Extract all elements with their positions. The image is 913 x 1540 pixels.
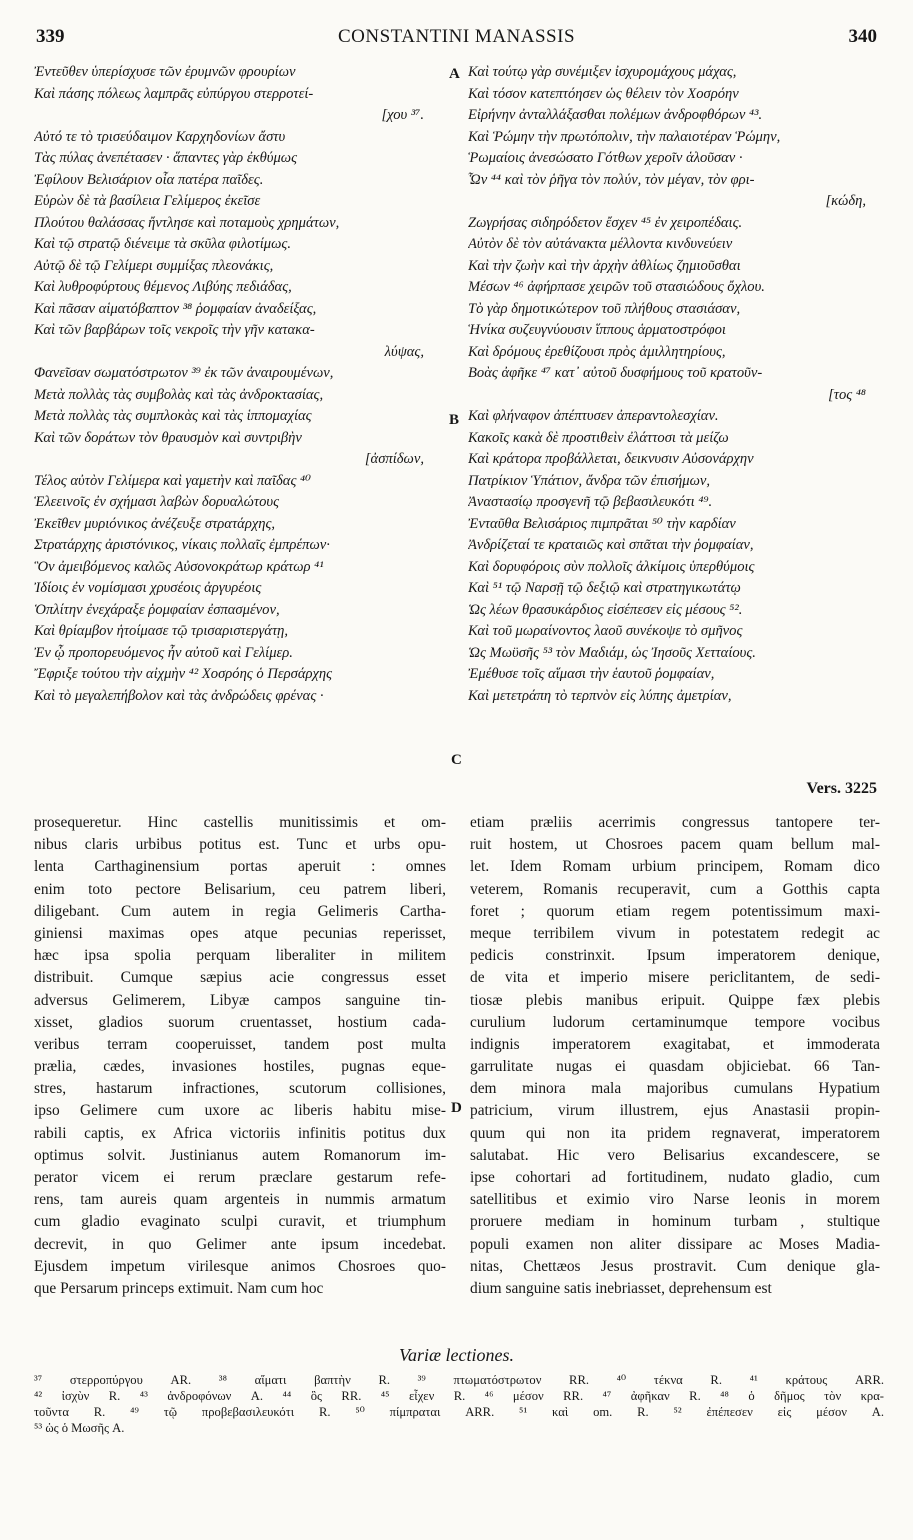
latin-text-line: indignis imperatorem exagitabat, et immoderata	[470, 1035, 880, 1053]
greek-verse-line: Ἀνδρίζεταί τε κραταιῶς καὶ σπᾶται τὴν ῥομφαίαν,	[468, 537, 754, 553]
greek-verse-line: Ῥωμαίοις ἀνεσώσατο Γότθων χεροῖν ἁλοῦσαν ·	[468, 150, 743, 166]
margin-marker-c: C	[451, 752, 462, 768]
latin-text-line: quum qui non ita pridem regnaverat, imperatorem	[470, 1124, 880, 1142]
greek-verse-line: Βοὰς ἀφῆκε ⁴⁷ κατ᾽ αὐτοῦ δυσφήμους τοῦ κρατοῦν-	[468, 365, 763, 381]
latin-text-line: cum gladio evaginato sculpi curavit, et triumphum	[34, 1213, 446, 1231]
latin-text-line: proruere mediam in hominum turbam , stultique	[470, 1213, 880, 1231]
greek-verse-line: Καὶ Ῥώμην τὴν πρωτόπολιν, τὴν παλαιοτέραν Ῥώμην,	[468, 128, 781, 145]
latin-text-line: ipso Gelimere cum uxore ac liberis habitu mise-	[34, 1102, 446, 1120]
greek-verse-line: [τος ⁴⁸	[828, 386, 866, 403]
latin-text-line: veterem, Romanis recuperavit, cum a Gotthis capta	[470, 880, 880, 898]
latin-text-line: de vita et imperio misere periclitantem, de sedi-	[470, 969, 880, 987]
latin-text-line: nibus claris urbibus potitus est. Tunc et urbs opu-	[34, 836, 446, 854]
greek-verse-line: Ἑλεεινοῖς ἐν σχήμασι λαβὼν δορυαλώτους	[34, 494, 280, 510]
greek-verse-line: Καὶ πάσης πόλεως λαμπρᾶς εὐπύργου στερροτεί-	[34, 85, 314, 102]
greek-verse-line: Καὶ τῶν δοράτων τὸν θραυσμὸν καὶ συντριβὴν	[34, 429, 302, 446]
margin-marker-a: A	[449, 66, 460, 82]
latin-text-line: rens, tam aureis quam argenteis in nummis armatum	[34, 1191, 446, 1209]
greek-verse-line: Καὶ ⁵¹ τῷ Ναρσῇ τῷ δεξιῷ καὶ στρατηγικωτάτῳ	[468, 580, 741, 596]
latin-text-line: tiosæ plebis manibus eripuit. Quippe fæx plebis	[470, 991, 880, 1009]
variant-note-line: ⁴² ἰσχὺν R. ⁴³ ἀνδροφόνων A. ⁴⁴ ὃς RR. ⁴⁵ εἶχεν R. ⁴⁶ μέσον RR. ⁴⁷ ἀφῆκαν R. ⁴⁸ ὁ δῆμος τὸν κρα-	[34, 1389, 884, 1403]
greek-verse-line: Ἐνταῦθα Βελισάριος πιμπρᾶται ⁵⁰ τὴν καρδίαν	[468, 515, 736, 532]
latin-text-line: satellitibus et eximio viro Narse leonis in morem	[470, 1191, 880, 1209]
greek-verse-line: Καὶ λυθροφύρτους θέμενος Λιβύης πεδιάδας,	[34, 279, 292, 295]
greek-verse-line: [ἀσπίδων,	[364, 451, 424, 467]
latin-text-line: pedicis constrinxit. Ipsum imperatorem denique,	[470, 947, 880, 965]
apparatus-notes	[34, 1372, 884, 1436]
greek-verse-line: Καὶ τὸ μεγαλεπήβολον καὶ τὰς ἀνδρώδεις φρένας ·	[34, 687, 324, 704]
margin-marker-b: B	[449, 412, 460, 428]
greek-verse-line: Τὸ γὰρ δημοτικώτερον τοῦ πλήθους στασιάσαν,	[468, 300, 741, 317]
greek-verse-line: Μετὰ πολλὰς τὰς συμπλοκὰς καὶ τὰς ἱππομαχίας	[34, 408, 312, 424]
latin-text-line: rabili captis, ex Africa victoriis infinitis potitus dux	[34, 1124, 446, 1142]
greek-verse-line: Καὶ δρόμους ἐρεθίζουσι πρὸς ἁμιλλητηρίους,	[468, 343, 726, 360]
latin-translation-right-column	[470, 812, 880, 1300]
greek-verse-line: Ἐμέθυσε τοῖς αἵμασι τὴν ἑαυτοῦ ῥομφαίαν,	[468, 666, 715, 682]
greek-verse-line: Μέσων ⁴⁶ ἀφήρπασε χειρῶν τοῦ στασιώδους ὄχλου.	[468, 279, 765, 295]
greek-verse-line: Καὶ τὴν ζωὴν καὶ τὴν ἀρχὴν ἀθλίως ζημιοῦσθαι	[468, 257, 741, 274]
greek-verse-line: Μετὰ πολλὰς τὰς συμβολὰς καὶ τὰς ἀνδροκτασίας,	[34, 386, 324, 403]
greek-verse-line: Καὶ τούτῳ γὰρ συνέμιξεν ἰσχυρομάχους μάχας,	[468, 64, 737, 80]
page-number-left: 339	[36, 26, 65, 47]
greek-verse-line: Καὶ τῶν βαρβάρων τοῖς νεκροῖς τὴν γῆν κατακα-	[34, 322, 315, 338]
latin-text-line: populi examen non aliter dissipare ac Moses Madia-	[470, 1235, 880, 1253]
latin-text-line: diligebant. Cum autem in regia Gelimeris Cartha-	[34, 902, 446, 920]
greek-verse-line: [χου ³⁷.	[381, 107, 424, 123]
greek-verse-line: Ἀναστασίῳ προσγενῆ τῷ βεβασιλευκότι ⁴⁹.	[468, 494, 713, 510]
latin-text-line: optimus solvit. Justinianus autem Romanorum im-	[34, 1146, 446, 1164]
running-title: CONSTANTINI MANASSIS	[337, 26, 576, 47]
latin-text-line: dem minora mala majoribus cumulans Hypatium	[470, 1080, 880, 1098]
greek-verse-line: Ὡς Μωϋσῆς ⁵³ τὸν Μαδιάμ, ὡς Ἰησοῦς Χετταίους.	[468, 644, 756, 661]
greek-verse-line: Καὶ πᾶσαν αἱματόβαπτον ³⁸ ῥομφαίαν ἀναδείξας,	[34, 300, 317, 317]
greek-verse-line: Τέλος αὐτὸν Γελίμερα καὶ γαμετὴν καὶ παῖδας ⁴⁰	[34, 472, 311, 489]
variant-note-line: ⁵³ ὡς ὁ Μωσῆς A.	[34, 1421, 125, 1435]
latin-text-line: giniensi maximas opes atque pecunias reperisset,	[34, 924, 446, 942]
page-number-right: 340	[848, 26, 877, 47]
greek-verse-left-column	[34, 62, 444, 707]
verse-count-label: Vers. 3225	[806, 780, 877, 797]
latin-text-line: garrulitate nugas ei quasdam objiciebat. 66 Tan-	[470, 1058, 880, 1076]
latin-text-line: salutabat. Hic vero Belisarius excandescere, se	[470, 1146, 880, 1164]
greek-verse-line: Ὧν ⁴⁴ καὶ τὸν ῥῆγα τὸν πολύν, τὸν μέγαν, τὸν φρι-	[468, 171, 755, 188]
latin-text-line: ipse cohortari ad fortitudinem, nudato gladio, cum	[470, 1169, 880, 1186]
greek-verse-line: Καὶ τῷ στρατῷ διένειμε τὰ σκῦλα φιλοτίμως.	[34, 236, 291, 252]
latin-text-line: perator vicem ei rerum præclare gestarum refe-	[34, 1169, 446, 1186]
greek-verse-line: Ὃν ἀμειβόμενος καλῶς Αὐσονοκράτωρ κράτωρ ⁴¹	[34, 558, 324, 575]
latin-text-line: Ejusdem impetum virilesque animos Chosroes quo-	[34, 1257, 446, 1275]
greek-verse-line: Αὐτῷ δὲ τῷ Γελίμερι συμμίξας πλεονάκις,	[34, 257, 274, 274]
greek-verse-line: Ἔφριξε τούτου τὴν αἰχμὴν ⁴² Χοσρόης ὁ Περσάρχης	[34, 666, 333, 682]
greek-verse-line: λύψας,	[384, 343, 424, 360]
latin-text-line: que Persarum princeps extimuit. Nam cum hoc	[34, 1279, 324, 1297]
variant-note-line: τοῦντα R. ⁴⁹ τῷ προβεβασιλευκότι R. ⁵⁰ πίμπραται ARR. ⁵¹ καὶ om. R. ⁵² ἐπέπεσεν εἰς μέσον A.	[34, 1405, 884, 1419]
latin-text-line: nitas, Chettæos Jesus prostravit. Cum denique gla-	[470, 1257, 880, 1275]
latin-text-line: adversus Gelimerem, Libyæ campos sanguine tin-	[34, 991, 446, 1009]
latin-text-line: distribuit. Cumque sæpius acie congressus esset	[34, 969, 446, 987]
latin-text-line: prosequeretur. Hinc castellis munitissimis et om-	[34, 814, 446, 831]
latin-text-line: foret ; quorum etiam regem potentissimum maxi-	[470, 902, 880, 920]
greek-verse-line: Καὶ μετετράπη τὸ τερπνὸν εἰς λύπης ἀμετρίαν,	[468, 687, 732, 704]
greek-verse-line: Τὰς πύλας ἀνεπέτασεν · ἅπαντες γὰρ ἐκθύμως	[34, 150, 298, 166]
greek-verse-line: Καὶ τοῦ μωραίνοντος λαοῦ συνέκοψε τὸ σμῆνος	[468, 623, 743, 639]
latin-text-line: etiam præliis acerrimis congressus tantopere ter-	[470, 814, 880, 831]
latin-text-line: decrevit, in quo Gelimer ante ipsum incedebat.	[34, 1235, 446, 1253]
greek-verse-line: Ὡς λέων θρασυκάρδιος εἰσέπεσεν εἰς μέσους ⁵².	[468, 601, 743, 618]
page-header	[34, 26, 879, 52]
greek-verse-line: Καὶ τόσον κατεπτόησεν ὡς θέλειν τὸν Χοσρόην	[468, 85, 739, 102]
greek-verse-line: Καὶ δορυφόροις σὺν πολλοῖς ἀλκίμοις ὑπερθύμοις	[468, 558, 755, 575]
greek-verse-line: Ἐντεῦθεν ὑπερίσχυσε τῶν ἐρυμνῶν φρουρίων	[34, 64, 296, 80]
greek-verse-line: [κώδη,	[825, 193, 866, 209]
greek-verse-line: Εὑρὼν δὲ τὰ βασίλεια Γελίμερος ἐκεῖσε	[34, 193, 261, 209]
latin-text-line: stres, hastarum infractiones, scutorum collisiones,	[34, 1080, 446, 1098]
latin-translation-left-column	[34, 812, 446, 1300]
greek-verse-line: Αὐτὸν δὲ τὸν αὐτάνακτα μέλλοντα κινδυνεύειν	[468, 236, 733, 252]
latin-text-line: ruit hostem, ut Chosroes pacem quam bellum mal-	[470, 836, 880, 854]
greek-verse-line: Φανεῖσαν σωματόστρωτον ³⁹ ἐκ τῶν ἀναιρουμένων,	[34, 365, 334, 381]
greek-verse-line: Ἐκεῖθεν μυριόνικος ἀνέζευξε στρατάρχης,	[34, 515, 276, 532]
greek-verse-line: Ἐν ᾧ προπορευόμενος ἦν αὐτοῦ καὶ Γελίμερ.	[34, 644, 293, 661]
greek-verse-line: Πλούτου θαλάσσας ἤντλησε καὶ ποταμοὺς χρημάτων,	[34, 214, 340, 231]
latin-text-line: lenta Carthaginensium portas aperuit : omnes	[34, 858, 446, 876]
latin-text-line: meque terribilem vivum in potestatem redegit ac	[470, 924, 880, 942]
latin-text-line: prælia, cædes, invasiones hostiles, pugnas eque-	[34, 1058, 446, 1076]
variae-lectiones-heading: Variæ lectiones.	[399, 1345, 514, 1365]
greek-verse-line: Ἐφίλουν Βελισάριον οἷα πατέρα παῖδες.	[34, 171, 264, 188]
greek-verse-line: Αὐτό τε τὸ τρισεύδαιμον Καρχηδονίων ἄστυ	[34, 128, 286, 145]
greek-verse-line: Καὶ κράτορα προβάλλεται, δεικνυσιν Αὐσονάρχην	[468, 451, 754, 467]
greek-verse-line: Εἰρήνην ἀνταλλάξασθαι πολέμων ἀνδροφθόρων ⁴³.	[468, 107, 763, 123]
greek-verse-line: Πατρίκιον Ὑπάτιον, ἄνδρα τῶν ἐπισήμων,	[468, 472, 711, 489]
latin-text-line: patricium, virum illustrem, ejus Anastasii propin-	[470, 1102, 880, 1120]
latin-text-line: veribus terram cooperuisset, tandem post multa	[34, 1035, 446, 1053]
latin-text-line: xisset, gladios suorum cruentasset, hostium cada-	[34, 1013, 446, 1031]
greek-verse-line: Καὶ θρίαμβον ἡτοίμασε τῷ τρισαριστεργάτῃ,	[34, 623, 289, 639]
greek-verse-line: Στρατάρχης ἀριστόνικος, νίκαις πολλαῖς ἐμπρέπων·	[34, 537, 330, 553]
latin-text-line: curulium ludorum certaminumque tempore vocibus	[470, 1013, 880, 1031]
margin-marker-d: D	[451, 1100, 462, 1116]
latin-text-line: enim toto pectore Belisarium, ceu patrem liberi,	[34, 880, 446, 898]
latin-text-line: let. Idem Romam urbium principem, Romam dico	[470, 858, 880, 876]
greek-verse-line: Κακοῖς κακὰ δὲ προστιθεὶν ἐλάττοσι τὰ μείζω	[468, 429, 729, 446]
greek-verse-right-column	[468, 62, 886, 707]
latin-text-line: dium sanguine satis inebriasset, deprehensum est	[470, 1279, 772, 1297]
variant-note-line: ³⁷ στερροπύργου AR. ³⁸ αἵματι βαπτὴν R. ³⁹ πτωματόστρωτον RR. ⁴⁰ τέκνα R. ⁴¹ κράτους ARR.	[34, 1373, 884, 1387]
greek-verse-line: Καὶ φλήναφον ἀπέπτυσεν ἀπεραντολεσχίαν.	[468, 408, 719, 424]
latin-text-line: hæc ipsa spolia perquam liberaliter in militem	[34, 947, 446, 965]
greek-verse-line: Ὁπλίτην ἐνεχάραξε ῥομφαίαν ἐσπασμένον,	[34, 601, 280, 618]
greek-verse-line: Ἡνίκα συζευγνύουσιν ἵππους ἁρματοστρόφοι	[468, 322, 726, 338]
greek-verse-line: Ζωγρήσας σιδηρόδετον ἔσχεν ⁴⁵ ἐν χειροπέδαις.	[468, 214, 743, 231]
greek-verse-line: Ἰδίοις ἐν νομίσμασι χρυσέοις ἀργυρέοις	[34, 580, 262, 596]
